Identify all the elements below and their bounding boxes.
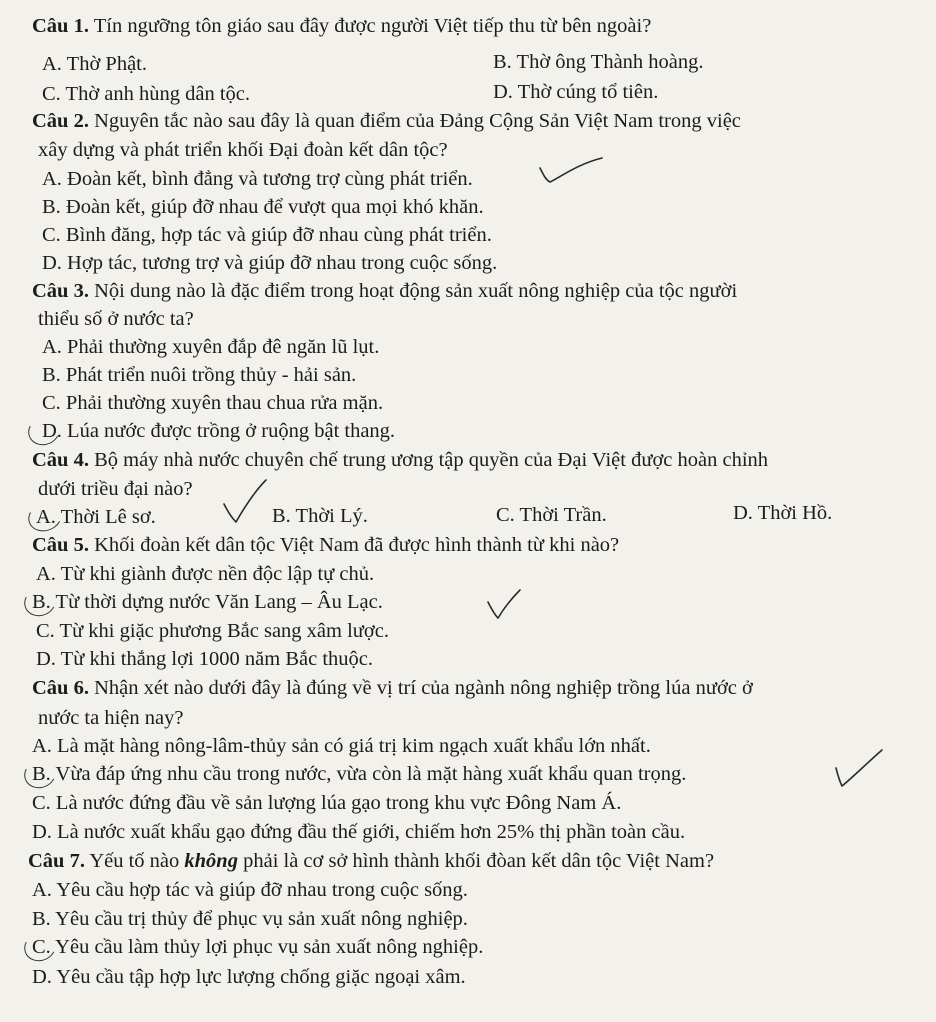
- option-3a: A. Phải thường xuyên đắp đê ngăn lũ lụt.: [42, 336, 380, 358]
- question-3: [32, 279, 737, 303]
- question-text-end: phải là cơ sở hình thành khối đòan kết dân tộc Việt Nam?: [237, 850, 715, 872]
- check-mark-icon: [222, 478, 268, 524]
- question-text: Nguyên tắc nào sau đây là quan điểm của Đảng Cộng Sản Việt Nam trong việc: [88, 110, 741, 132]
- question-4: [32, 448, 768, 472]
- option-7c: C. Yêu cầu làm thủy lợi phục vụ sản xuất nông nghiệp.: [32, 936, 484, 958]
- question-number: Câu 3.: [32, 280, 89, 302]
- question-text-continued: thiểu số ở nước ta?: [38, 308, 194, 330]
- option-1b: B. Thờ ông Thành hoàng.: [493, 51, 704, 73]
- option-7b: B. Yêu cầu trị thủy để phục vụ sản xuất nông nghiệp.: [32, 908, 468, 930]
- option-4d: D. Thời Hồ.: [733, 502, 833, 524]
- option-1a: A. Thờ Phật.: [42, 53, 147, 75]
- option-4a: A. Thời Lê sơ.: [36, 506, 156, 528]
- option-3c: C. Phải thường xuyên thau chua rửa mặn.: [42, 392, 384, 414]
- option-2c: C. Bình đăng, hợp tác và giúp đỡ nhau cùng phát triển.: [42, 224, 492, 246]
- question-5: [32, 533, 619, 557]
- option-6b: B. Vừa đáp ứng nhu cầu trong nước, vừa còn là mặt hàng xuất khẩu quan trọng.: [32, 763, 687, 785]
- circle-mark-icon: [20, 928, 60, 965]
- option-1d: D. Thờ cúng tổ tiên.: [493, 81, 659, 103]
- check-mark-icon: [538, 156, 604, 186]
- question-2: [32, 109, 741, 133]
- question-text: Tín ngưỡng tôn giáo sau đây được người Việt tiếp thu từ bên ngoài?: [88, 15, 652, 37]
- question-number: Câu 2.: [32, 110, 89, 132]
- circle-mark-icon: [20, 755, 60, 792]
- option-7d: D. Yêu cầu tập hợp lực lượng chống giặc ngoại xâm.: [32, 966, 466, 988]
- option-6d: D. Là nước xuất khẩu gạo đứng đầu thế giới, chiếm hơn 25% thị phần toàn cầu.: [32, 821, 686, 843]
- option-3d: D. Lúa nước được trồng ở ruộng bật thang.: [42, 420, 396, 442]
- option-2d: D. Hợp tác, tương trợ và giúp đỡ nhau trong cuộc sống.: [42, 252, 498, 274]
- question-text: Khối đoàn kết dân tộc Việt Nam đã được hình thành từ khi nào?: [88, 534, 620, 556]
- option-4b: B. Thời Lý.: [272, 505, 368, 527]
- option-2a: A. Đoàn kết, bình đẳng và tương trợ cùng phát triển.: [42, 168, 473, 190]
- option-5c: C. Từ khi giặc phương Bắc sang xâm lược.: [36, 620, 389, 642]
- circle-mark-icon: [24, 412, 64, 449]
- question-text-continued: xây dựng và phát triển khối Đại đoàn kết dân tộc?: [38, 139, 448, 161]
- question-number: Câu 1.: [32, 15, 89, 37]
- option-5d: D. Từ khi thắng lợi 1000 năm Bắc thuộc.: [36, 648, 373, 670]
- option-4c: C. Thời Trần.: [496, 504, 607, 526]
- option-6c: C. Là nước đứng đầu về sản lượng lúa gạo trong khu vực Đông Nam Á.: [32, 792, 622, 814]
- question-text-continued: dưới triều đại nào?: [38, 478, 193, 500]
- check-mark-icon: [834, 748, 884, 788]
- question-text-continued: nước ta hiện nay?: [38, 707, 184, 729]
- option-5b: B. Từ thời dựng nước Văn Lang – Âu Lạc.: [32, 591, 383, 613]
- question-emphasis: không: [184, 850, 238, 872]
- circle-mark-icon: [20, 583, 60, 620]
- question-number: Câu 7.: [28, 850, 85, 872]
- question-6: [32, 676, 753, 700]
- option-1c: C. Thờ anh hùng dân tộc.: [42, 83, 251, 105]
- check-mark-icon: [486, 588, 522, 620]
- question-text: Nội dung nào là đặc điểm trong hoạt động sản xuất nông nghiệp của tộc người: [88, 280, 738, 302]
- question-1: [32, 14, 651, 38]
- question-text: Yếu tố nào: [84, 850, 185, 872]
- option-7a: A. Yêu cầu hợp tác và giúp đỡ nhau trong cuộc sống.: [32, 879, 468, 901]
- option-2b: B. Đoàn kết, giúp đỡ nhau để vượt qua mọi khó khăn.: [42, 196, 484, 218]
- option-5a: A. Từ khi giành được nền độc lập tự chủ.: [36, 563, 375, 585]
- question-number: Câu 4.: [32, 449, 89, 471]
- question-number: Câu 6.: [32, 677, 89, 699]
- question-7: [28, 849, 714, 873]
- circle-mark-icon: [24, 498, 66, 536]
- option-3b: B. Phát triển nuôi trồng thủy - hải sản.: [42, 364, 357, 386]
- question-text: Bộ máy nhà nước chuyên chế trung ương tập quyền của Đại Việt được hoàn chỉnh: [88, 449, 769, 471]
- question-text: Nhận xét nào dưới đây là đúng về vị trí của ngành nông nghiệp trồng lúa nước ở: [88, 677, 753, 699]
- question-number: Câu 5.: [32, 534, 89, 556]
- option-6a: A. Là mặt hàng nông-lâm-thủy sản có giá trị kim ngạch xuất khẩu lớn nhất.: [32, 735, 651, 757]
